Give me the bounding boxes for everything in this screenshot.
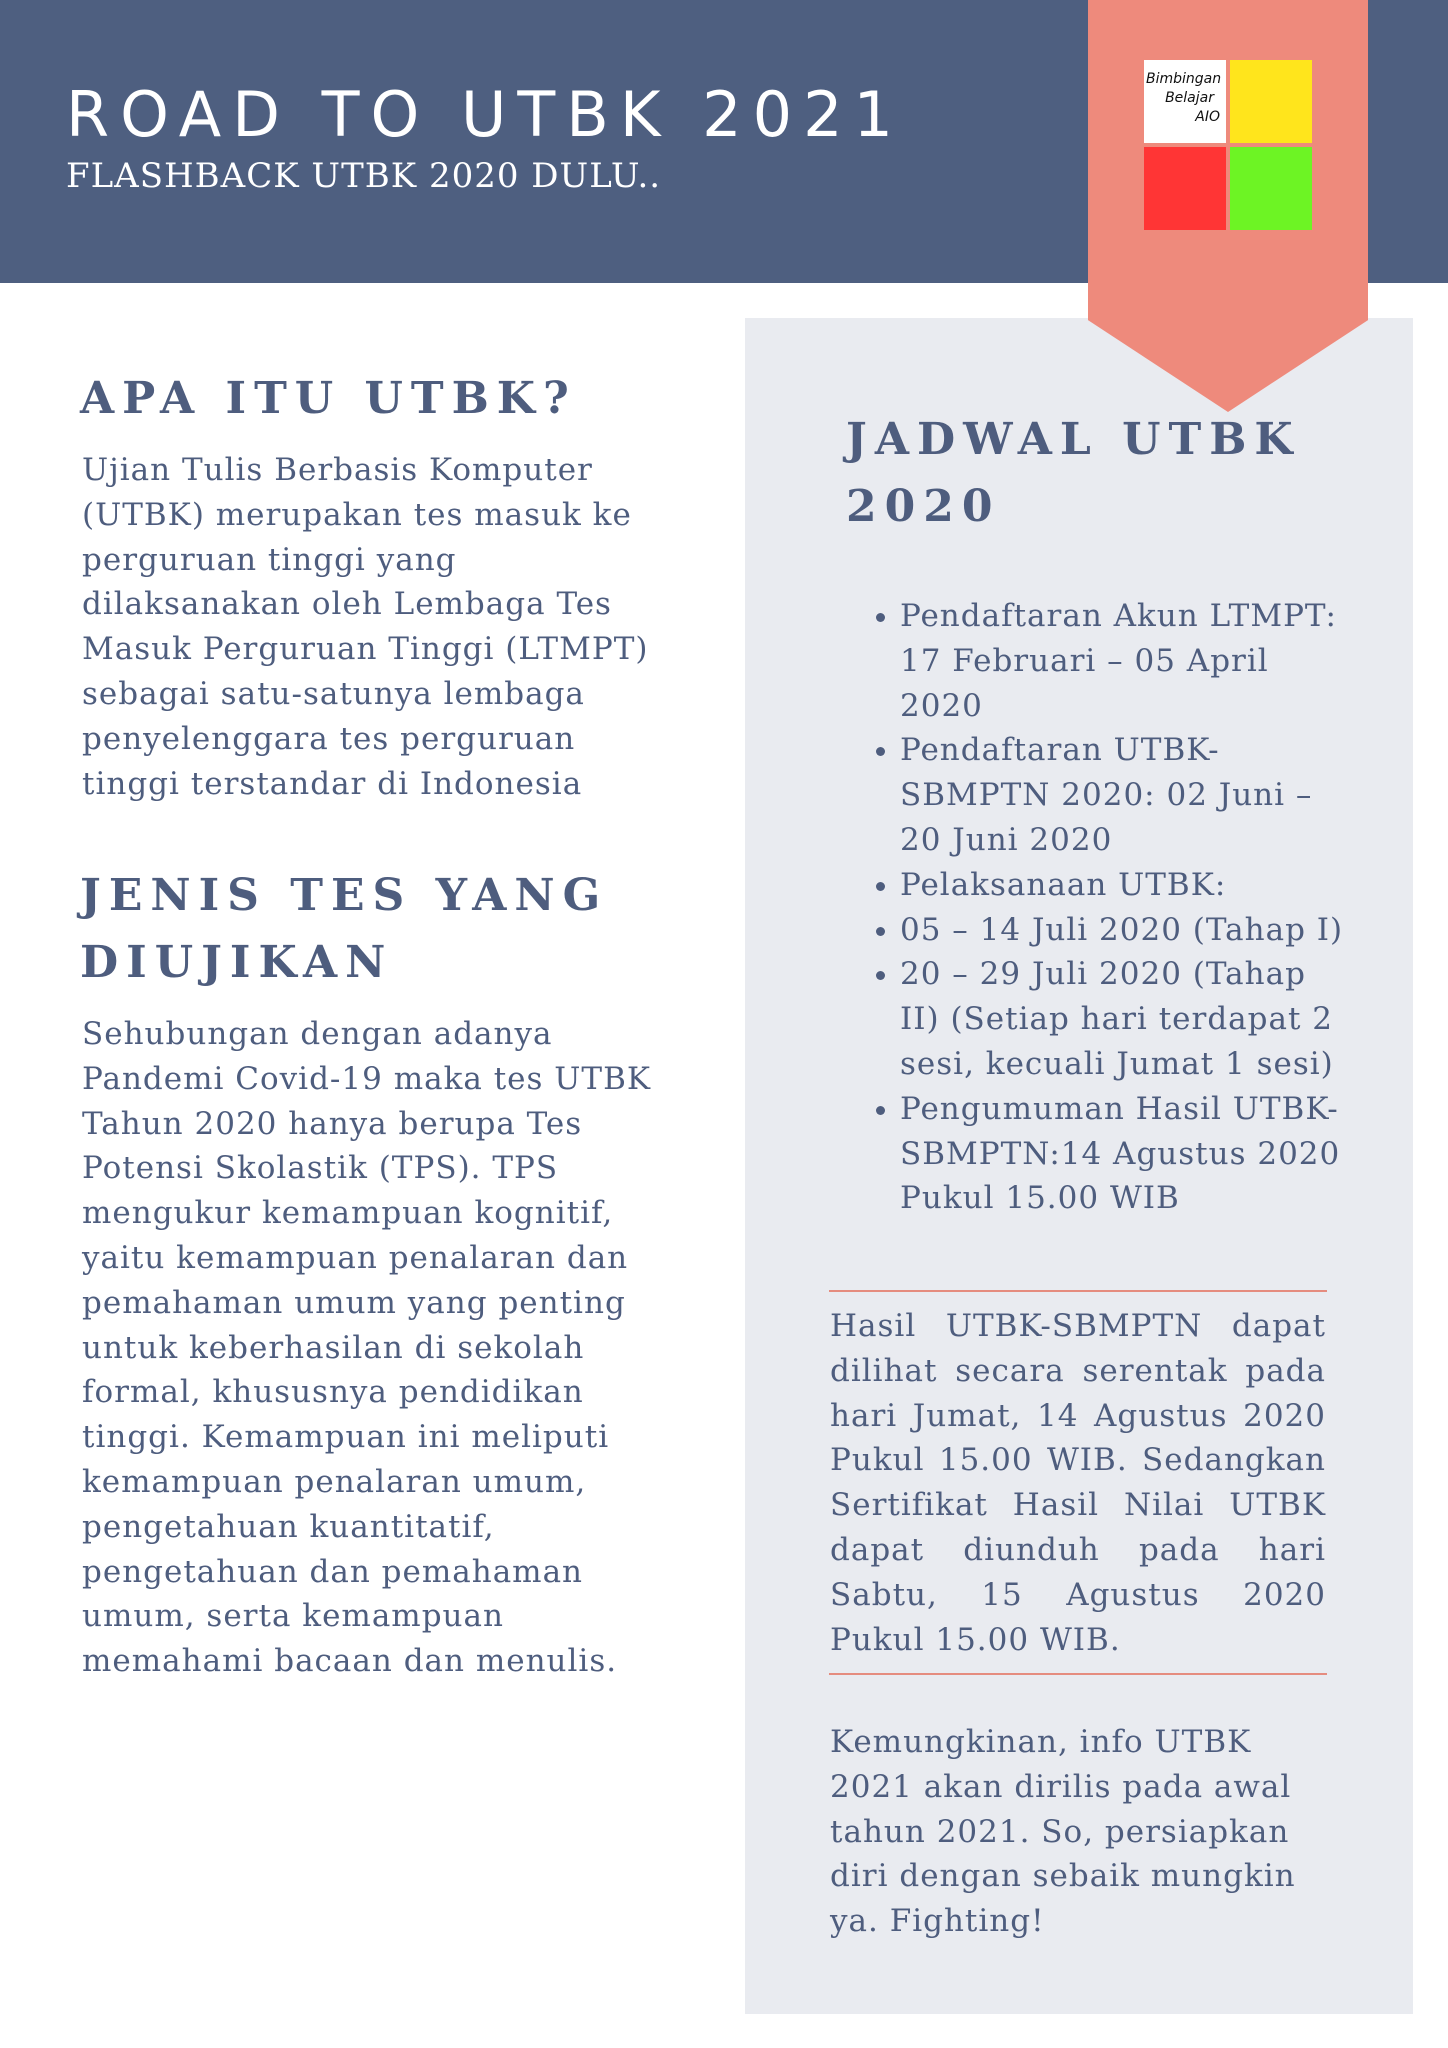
page-subtitle: FLASHBACK UTBK 2020 DULU..: [66, 156, 662, 196]
schedule-item: Pengumuman Hasil UTBK-SBMPTN:14 Agustus 2020 Pukul 15.00 WIB: [874, 1087, 1354, 1221]
logo-text-line: Bimbingan: [1146, 71, 1222, 87]
schedule-item: Pendaftaran UTBK-SBMPTN 2020: 02 Juni – 20 Juni 2020: [874, 728, 1354, 862]
section-heading-jadwal: JADWAL UTBK 2020: [846, 414, 1301, 532]
hasil-paragraph: Hasil UTBK-SBMPTN dapat dilihat secara serentak pada hari Jumat, 14 Agustus 2020 Pukul 15.00 WIB. Sedangkan Sertifikat Hasil Nilai UTBK dapat diunduh pada hari Sabtu, 15 Agustus 2020 Pukul 15.00 WIB.: [830, 1308, 1326, 1658]
logo-yellow-tile: [1230, 60, 1312, 143]
page-title: ROAD TO UTBK 2021: [66, 78, 904, 151]
divider-top: [829, 1290, 1327, 1292]
section-heading-apa-itu-utbk: APA ITU UTBK?: [80, 373, 577, 424]
schedule-item: Pendaftaran Akun LTMPT: 17 Februari – 05 April 2020: [874, 594, 1354, 728]
logo-red-tile: [1144, 147, 1226, 230]
section-body-apa-itu-utbk: Ujian Tulis Berbasis Komputer (UTBK) merupakan tes masuk ke perguruan tinggi yang dilaksanakan oleh Lembaga Tes Masuk Perguruan Tinggi (LTMPT) sebagai satu-satunya lembaga penyelenggara tes perguruan tinggi terstandar di Indonesia: [82, 452, 649, 802]
section-heading-jenis-tes: JENIS TES YANG DIUJIKAN: [80, 870, 609, 988]
schedule-list: [874, 594, 1354, 1221]
divider-bottom: [829, 1673, 1327, 1675]
section-body-jenis-tes: Sehubungan dengan adanya Pandemi Covid-19 maka tes UTBK Tahun 2020 hanya berupa Tes Potensi Skolastik (TPS). TPS mengukur kemampuan kognitif, yaitu kemampuan penalaran dan pemahaman umum yang penting untuk keberhasilan di sekolah formal, khususnya pendidikan tinggi. Kemampuan ini meliputi kemampuan penalaran umum, pengetahuan kuantitatif, pengetahuan dan pemahaman umum, serta kemampuan memahami bacaan dan menulis.: [82, 1016, 652, 1680]
logo-green-tile: [1230, 147, 1312, 230]
logo-text: [1146, 70, 1226, 127]
brand-logo: [1144, 60, 1312, 230]
closing-paragraph: Kemungkinan, info UTBK 2021 akan dirilis pada awal tahun 2021. So, persiapkan diri dengan sebaik mungkin ya. Fighting!: [830, 1724, 1296, 1940]
logo-text-line: Belajar: [1165, 90, 1214, 106]
schedule-item: 20 – 29 Juli 2020 (Tahap II) (Setiap hari terdapat 2 sesi, kecuali Jumat 1 sesi): [874, 952, 1354, 1086]
logo-text-line: AIO: [1195, 109, 1220, 125]
schedule-item: 05 – 14 Juli 2020 (Tahap I): [874, 908, 1354, 953]
schedule-item: Pelaksanaan UTBK:: [874, 863, 1354, 908]
